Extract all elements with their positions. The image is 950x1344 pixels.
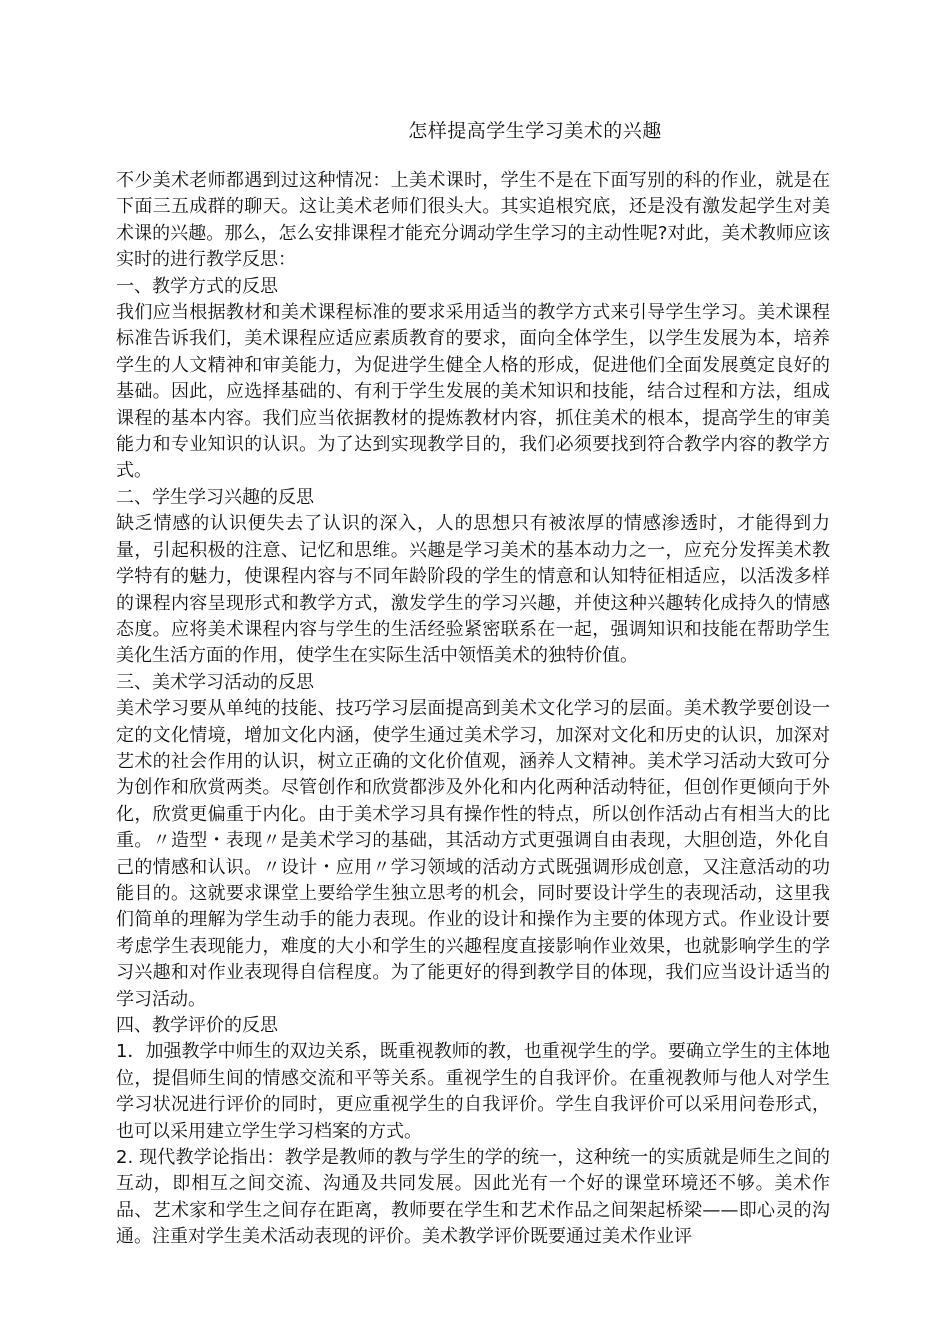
section-heading-student-interest: 二、学生学习兴趣的反思 [116,486,314,508]
section-heading-learning-activity: 三、美术学习活动的反思 [116,671,314,693]
document-body [116,168,830,1251]
intro-paragraph: 不少美术老师都遇到过这种情况：上美术课时，学生不是在下面写别的科的作业，就是在下面三五成群的聊天。这让美术老师们很头大。其实追根究底，还是没有激发起学生对美术课的兴趣。那么，怎么安排课程才能充分调动学生学习的主动性呢?对此，美术教师应该实时的进行教学反思： [116,170,830,271]
section-heading-teaching-method: 一、教学方式的反思 [116,275,278,297]
paragraph-evaluation-item-2: 2. 现代教学论指出：教学是教师的教与学生的学的统一，这种统一的实质就是师生之间的互动，即相互之间交流、沟通及共同发展。因此光有一个好的课堂环境还不够。美术作品、艺术家和学生之间存在距离，教师要在学生和艺术作品之间架起桥梁——即心灵的沟通。注重对学生美术活动表现的评价。美术教学评价既要通过美术作业评 [116,1147,830,1248]
section-heading-evaluation: 四、教学评价的反思 [116,1015,278,1036]
paragraph-evaluation-item-1: 1．加强教学中师生的双边关系，既重视教师的教，也重视学生的学。要确立学生的主体地位，提倡师生间的情感交流和平等关系。重视学生的自我评价。在重视教师与他人对学生学习状况进行评价的同时，更应重视学生的自我评价。学生自我评价可以采用问卷形式，也可以采用建立学生学习档案的方式。 [116,1041,830,1142]
paragraph-teaching-method: 我们应当根据教材和美术课程标准的要求采用适当的教学方式来引导学生学习。美术课程标准告诉我们，美术课程应适应素质教育的要求，面向全体学生，以学生发展为本，培养学生的人文精神和审美能力，为促进学生健全人格的形成，促进他们全面发展奠定良好的基础。因此，应选择基础的、有利于学生发展的美术知识和技能，结合过程和方法，组成课程的基本内容。我们应当依据教材的提炼教材内容，抓住美术的根本，提高学生的审美能力和专业知识的认识。为了达到实现教学目的，我们必须要找到符合教学内容的教学方式。 [116,302,830,482]
paragraph-learning-activity: 美术学习要从单纯的技能、技巧学习层面提高到美术文化学习的层面。美术教学要创设一定的文化情境，增加文化内涵，使学生通过美术学习，加深对文化和历史的认识，加深对艺术的社会作用的认识，树立正确的文化价值观，涵养人文精神。美术学习活动大致可分为创作和欣赏两类。尽管创作和欣赏都涉及外化和内化两种活动特征，但创作更倾向于外化，欣赏更偏重于内化。由于美术学习具有操作性的特点，所以创作活动占有相当大的比重。〃造型・表现〃是美术学习的基础，其活动方式更强调自由表现，大胆创造，外化自己的情感和认识。〃设计・应用〃学习领域的活动方式既强调形成创意，又注意活动的功能目的。这就要求课堂上要给学生独立思考的机会，同时要设计学生的表现活动，这里我们简单的理解为学生动手的能力表现。作业的设计和操作为主要的体现方式。作业设计要考虑学生表现能力，难度的大小和学生的兴趣程度直接影响作业效果，也就影响学生的学习兴趣和对作业表现得自信程度。为了能更好的得到教学目的体现，我们应当设计适当的学习活动。 [116,698,830,1010]
document-title: 怎样提高学生学习美术的兴趣 [408,120,662,142]
paragraph-student-interest: 缺乏情感的认识便失去了认识的深入，人的思想只有被浓厚的情感渗透时，才能得到力量，引起积极的注意、记忆和思维。兴趣是学习美术的基本动力之一，应充分发挥美术教学特有的魅力，使课程内容与不同年龄阶段的学生的情意和认知特征相适应，以活泼多样的课程内容呈现形式和教学方式，激发学生的学习兴趣，并使这种兴趣转化成持久的情感态度。应将美术课程内容与学生的生活经验紧密联系在一起，强调知识和技能在帮助学生美化生活方面的作用，使学生在实际生活中领悟美术的独特价值。 [116,513,830,667]
